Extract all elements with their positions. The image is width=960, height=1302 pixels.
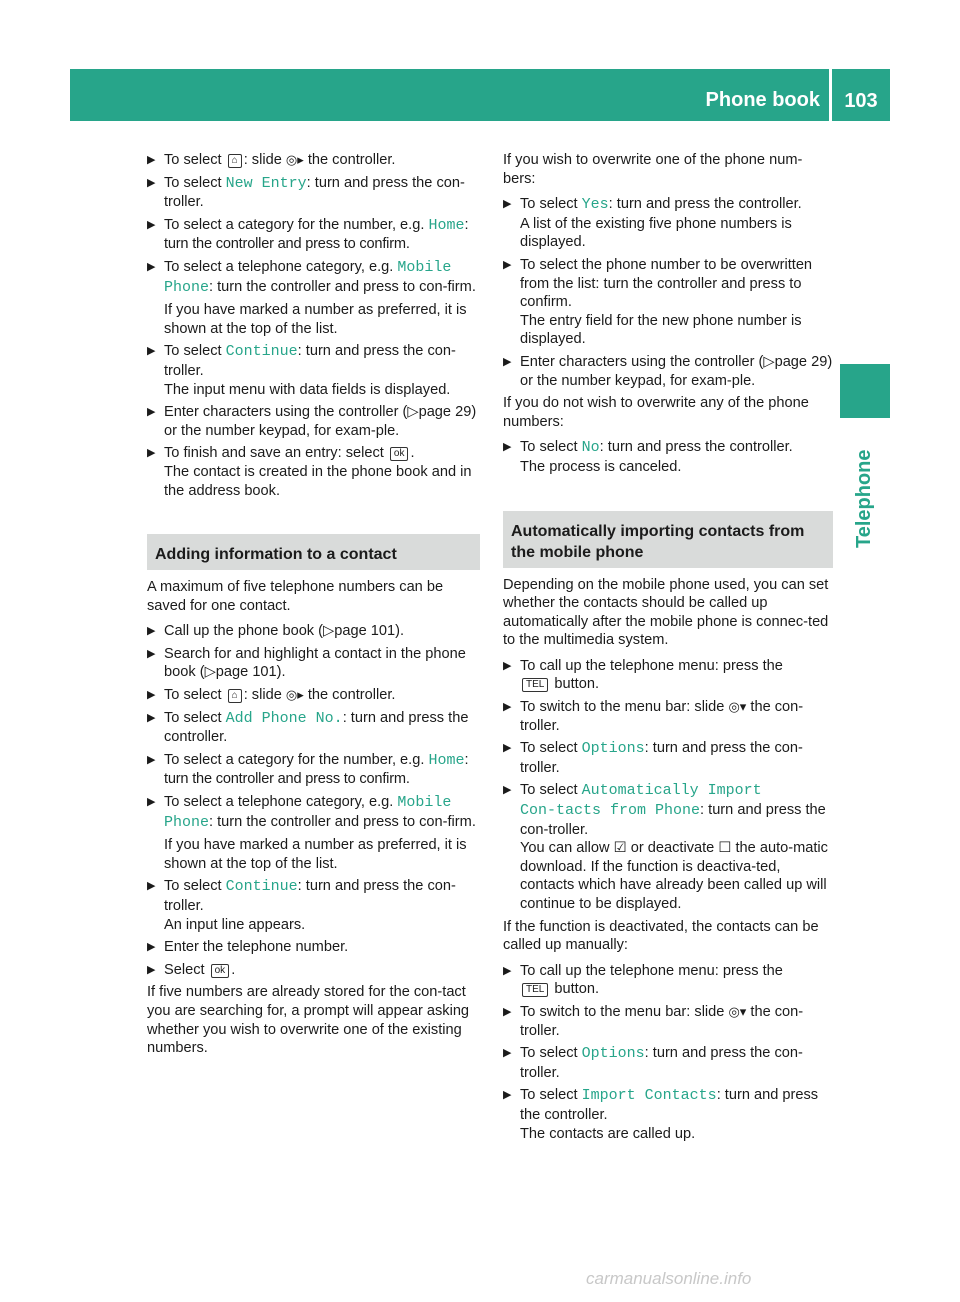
right-triangle-icon: ▶ — [147, 796, 156, 809]
list-item: ▶ To switch to the menu bar: slide ◎▾ the con-troller. — [503, 699, 804, 734]
list-item: ▶ To select a telephone category, e.g. Mobile Phone: turn the controller and press to con-firm. If you have marked a number as preferred, it is shown at the top of the list. — [147, 794, 476, 872]
list-item: ▶ To select Continue: turn and press the con-troller. An input line appears. — [147, 878, 456, 933]
list-item: ▶ To call up the telephone menu: press the TEL button. — [503, 962, 783, 998]
list-item: ▶ To select New Entry: turn and press the con-troller. — [147, 174, 465, 211]
phone-book-icon: ⌂ — [228, 154, 242, 168]
page-ref-icon: ▷ — [204, 664, 216, 681]
right-triangle-icon: ▶ — [503, 355, 512, 368]
tel-key-icon: TEL — [522, 678, 548, 692]
checkbox-checked-icon: ☑ — [613, 840, 627, 857]
phone-book-icon: ⌂ — [228, 689, 242, 703]
list-item: ▶ To select Automatically Import Con‑tacts from Phone: turn and press the con-troller. You can allow ☑ or deactivate ☐ the auto-matic download. If the function is deactiva-ted, contacts which have already been called up will continue to be displayed. — [503, 782, 828, 912]
list-item: ▶ To select Options: turn and press the con-troller. — [503, 1045, 803, 1081]
tel-key-icon: TEL — [522, 983, 548, 997]
list-item: ▶ To select Import Contacts: turn and press the controller. The contacts are called up. — [503, 1087, 819, 1142]
right-triangle-icon: ▶ — [147, 963, 156, 976]
right-triangle-icon: ▶ — [147, 880, 156, 893]
right-triangle-icon: ▶ — [503, 701, 512, 714]
section-heading: Automatically importing contacts from the mobile phone — [503, 511, 833, 568]
footer-watermark: carmanualsonline.info — [586, 1269, 752, 1288]
intro-paragraph: If you wish to overwrite one of the phone num-bers: — [503, 152, 803, 187]
right-triangle-icon: ▶ — [503, 1089, 512, 1102]
list-item: ▶ To select Add Phone No.: turn and press the controller. — [147, 709, 469, 746]
right-triangle-icon: ▶ — [147, 218, 156, 231]
right-triangle-icon: ▶ — [147, 345, 156, 358]
right-triangle-icon: ▶ — [147, 753, 156, 766]
left-column — [147, 151, 480, 1065]
right-triangle-icon: ▶ — [147, 176, 156, 189]
right-triangle-icon: ▶ — [147, 689, 156, 702]
checkbox-empty-icon: ☐ — [718, 840, 732, 857]
side-tab-marker — [840, 364, 890, 418]
side-tab-label: Telephone — [853, 449, 875, 548]
controller-slide-down-icon: ◎▾ — [728, 699, 747, 715]
right-triangle-icon: ▶ — [147, 625, 156, 638]
list-item: ▶ To select ⌂ : slide ◎▸ the controller. — [147, 687, 396, 704]
right-triangle-icon: ▶ — [147, 447, 156, 460]
list-item: ▶ Select ok . — [147, 961, 236, 978]
right-triangle-icon: ▶ — [147, 406, 156, 419]
controller-slide-right-icon: ◎▸ — [285, 687, 304, 703]
closing-paragraph: If five numbers are already stored for the con-tact you are searching for, a prompt will appear asking whether you wish to overwrite one of the existing numbers. — [147, 984, 470, 1057]
page-ref-icon: ▷ — [323, 623, 335, 640]
right-column — [503, 151, 833, 1147]
page-ref-icon: ▷ — [763, 353, 775, 370]
right-triangle-icon: ▶ — [147, 154, 156, 166]
list-item: ▶ To select Options: turn and press the con-troller. — [503, 740, 803, 776]
page-ref-icon: ▷ — [407, 404, 419, 421]
ok-key-icon: ok — [390, 447, 409, 461]
section-heading: Adding information to a contact — [147, 534, 480, 570]
list-item: ▶ Call up the phone book (▷page 101). — [147, 623, 405, 640]
right-triangle-icon: ▶ — [503, 742, 512, 755]
right-triangle-icon: ▶ — [147, 260, 156, 273]
right-triangle-icon: ▶ — [503, 659, 512, 672]
ok-key-icon: ok — [211, 964, 230, 978]
list-item: ▶ To select a telephone category, e.g. Mobile Phone: turn the controller and press to con-firm. If you have marked a number as preferred, it is shown at the top of the list. — [147, 258, 476, 337]
list-item: ▶ To select a category for the number, e.g. Home: turn the controller and press to confirm. — [147, 751, 469, 788]
list-item: ▶ Search for and highlight a contact in the phone book (▷page 101). — [147, 645, 466, 681]
right-triangle-icon: ▶ — [503, 258, 512, 271]
right-triangle-icon: ▶ — [503, 441, 512, 454]
right-triangle-icon: ▶ — [503, 198, 512, 211]
right-triangle-icon: ▶ — [503, 1005, 512, 1018]
list-item: ▶ To select Continue: turn and press the con-troller. The input menu with data fields is displayed. — [147, 343, 456, 398]
right-triangle-icon: ▶ — [503, 1047, 512, 1060]
list-item: ▶ To switch to the menu bar: slide ◎▾ the con-troller. — [503, 1003, 804, 1039]
section-intro: A maximum of five telephone numbers can be saved for one contact. — [147, 579, 444, 614]
chapter-title: Phone book — [705, 89, 820, 111]
right-triangle-icon: ▶ — [503, 964, 512, 977]
page-number: 103 — [844, 90, 878, 112]
right-triangle-icon: ▶ — [503, 784, 512, 797]
right-triangle-icon: ▶ — [147, 941, 156, 954]
intro-paragraph: If the function is deactivated, the contacts can be called up manually: — [503, 918, 819, 954]
list-item: ▶ To select a category for the number, e.g. Home: turn the controller and press to confirm. — [147, 216, 469, 253]
right-triangle-icon: ▶ — [147, 711, 156, 724]
section-intro: Depending on the mobile phone used, you can set whether the contacts should be called up automatically after the mobile phone is connec-ted to the multimedia system. — [503, 576, 829, 649]
list-item: ▶ To select No: turn and press the controller. The process is canceled. — [503, 439, 793, 475]
list-item: ▶ Enter the telephone number. — [147, 939, 349, 956]
controller-slide-right-icon: ◎▸ — [285, 152, 304, 167]
right-triangle-icon: ▶ — [147, 647, 156, 660]
list-item: ▶ To select Yes: turn and press the controller. A list of the existing five phone numbers is displayed. — [503, 196, 802, 251]
list-item: ▶ To finish and save an entry: select ok . The contact is created in the phone book and in the address book. — [147, 445, 472, 499]
list-item: ▶ To select ⌂ : slide ◎▸ the controller. — [147, 152, 396, 168]
controller-slide-down-icon: ◎▾ — [728, 1003, 747, 1019]
list-item: ▶ To select the phone number to be overwritten from the list: turn the controller and press to confirm. The entry field for the new phone number is displayed. — [503, 256, 813, 348]
list-item: ▶ Enter characters using the controller (▷page 29) or the number keypad, for exam-ple. — [147, 404, 477, 439]
list-item: ▶ Enter characters using the controller (▷page 29) or the number keypad, for exam-ple. — [503, 353, 833, 389]
header-bar — [70, 69, 890, 121]
intro-paragraph: If you do not wish to overwrite any of the phone numbers: — [503, 395, 809, 430]
list-item: ▶ To call up the telephone menu: press the TEL button. — [503, 657, 783, 693]
